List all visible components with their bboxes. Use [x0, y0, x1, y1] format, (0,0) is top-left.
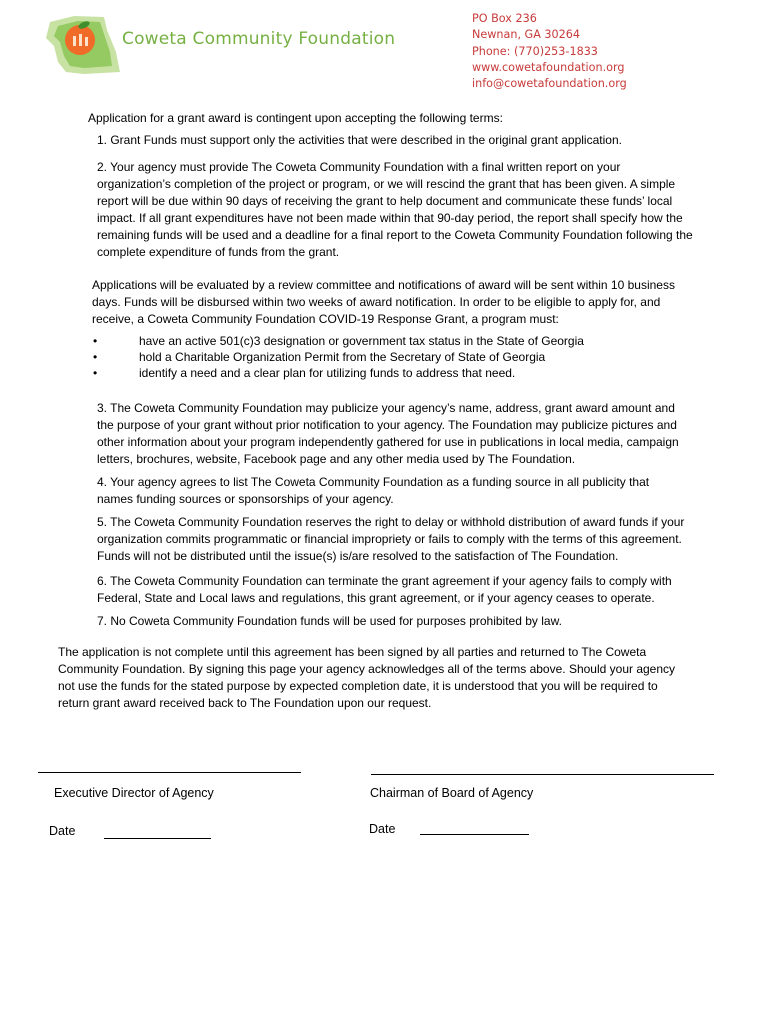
term-6-line: 6. The Coweta Community Foundation can terminate the grant agreement if your agency fails to comply with: [97, 574, 672, 588]
term-3-line: letters, brochures, website, Facebook page and any other media used by The Foundation.: [97, 452, 576, 466]
closing-line: Community Foundation. By signing this page your agency acknowledges all of the terms above. Should your agency: [58, 662, 676, 676]
georgia-map-peach-icon: [44, 12, 124, 78]
chairman-label: Chairman of Board of Agency: [370, 786, 534, 800]
closing-line: return grant award received back to The Foundation upon our request.: [58, 696, 432, 710]
signature-line-left[interactable]: [38, 772, 301, 773]
closing-line: not use the funds for the stated purpose by expected completion date, it is understood that you will be required to: [58, 679, 658, 693]
list-item-text: hold a Charitable Organization Permit from the Secretary of State of Georgia: [139, 350, 546, 364]
website-link[interactable]: www.cowetafoundation.org: [472, 60, 625, 74]
term-2: [97, 159, 693, 261]
term-6-line: Federal, State and Local laws and regulations, this grant agreement, or if your agency ceases to operate.: [97, 591, 655, 605]
term-2-line: report will be due within 90 days of receiving the grant to help document and communicate these funds’ local: [97, 194, 673, 208]
term-3: [97, 400, 679, 468]
phone: Phone: (770)253-1833: [472, 44, 598, 58]
list-item-text: identify a need and a clear plan for utilizing funds to address that need.: [139, 366, 516, 380]
term-4-line: names funding sources or sponsorships of your agency.: [97, 492, 394, 506]
evaluation-paragraph: [92, 277, 675, 328]
org-name: Coweta Community Foundation: [122, 29, 396, 49]
evaluation-line: Applications will be evaluated by a review committee and notifications of award will be sent within 10 business: [92, 278, 675, 292]
evaluation-line: receive, a Coweta Community Foundation COVID-19 Response Grant, a program must:: [92, 312, 559, 326]
term-3-line: the purpose of your grant without prior notification to your agency. The Foundation may publicize pictures and: [97, 418, 677, 432]
term-2-line: impact. If all grant expenditures have not been made within that 90-day period, the report shall specify how the: [97, 211, 683, 225]
term-3-line: 3. The Coweta Community Foundation may publicize your agency’s name, address, grant award amount and: [97, 401, 675, 415]
term-2-line: 2. Your agency must provide The Coweta Community Foundation with a final written report on your: [97, 160, 621, 174]
term-5-line: 5. The Coweta Community Foundation reserves the right to delay or withhold distribution of award funds if your: [97, 515, 685, 529]
bullet-icon: •: [93, 350, 98, 364]
bullet-icon: •: [93, 366, 98, 380]
date-field-left[interactable]: [104, 838, 211, 839]
date-label-left: Date: [49, 824, 76, 838]
contact-block: [472, 11, 627, 92]
term-4-line: 4. Your agency agrees to list The Coweta Community Foundation as a funding source in all publicity that: [97, 475, 650, 489]
term-5-line: organization commits programmatic or financial impropriety or fails to comply with the terms of this agreement.: [97, 532, 682, 546]
term-3-line: other information about your program independently gathered for use in publications in local media, campaign: [97, 435, 679, 449]
signature-line-right[interactable]: [371, 774, 714, 775]
closing-line: The application is not complete until this agreement has been signed by all parties and returned to The Coweta: [58, 645, 647, 659]
date-field-right[interactable]: [420, 834, 529, 835]
city: Newnan, GA 30264: [472, 28, 581, 42]
term-2-line: remaining funds will be used and a deadline for a final report to the Coweta Community Foundation following the: [97, 228, 693, 242]
date-label-right: Date: [369, 822, 396, 836]
intro-text: Application for a grant award is contingent upon accepting the following terms:: [88, 111, 503, 125]
term-5: [97, 514, 684, 565]
term-4: [97, 474, 649, 508]
list-item-text: have an active 501(c)3 designation or government tax status in the State of Georgia: [139, 334, 584, 348]
closing-paragraph: [58, 644, 675, 712]
term-6: [97, 573, 672, 607]
term-2-line: organization’s completion of the project or program, or we will rescind the grant that has been given. A simple: [97, 177, 676, 191]
term-7: 7. No Coweta Community Foundation funds will be used for purposes prohibited by law.: [97, 614, 562, 628]
email-link[interactable]: info@cowetafoundation.org: [472, 77, 627, 91]
foundation-logo: [44, 12, 124, 78]
po-box: PO Box 236: [472, 12, 537, 25]
term-5-line: Funds will not be distributed until the issue(s) is/are resolved to the satisfaction of The Foundation.: [97, 549, 619, 563]
evaluation-line: days. Funds will be disbursed within two weeks of award notification. In order to be eligible to apply for, and: [92, 295, 661, 309]
bullet-icon: •: [93, 334, 98, 348]
executive-director-label: Executive Director of Agency: [54, 786, 214, 800]
term-2-line: complete expenditure of funds from the grant.: [97, 245, 340, 259]
term-1: 1. Grant Funds must support only the activities that were described in the original grant application.: [97, 133, 622, 147]
